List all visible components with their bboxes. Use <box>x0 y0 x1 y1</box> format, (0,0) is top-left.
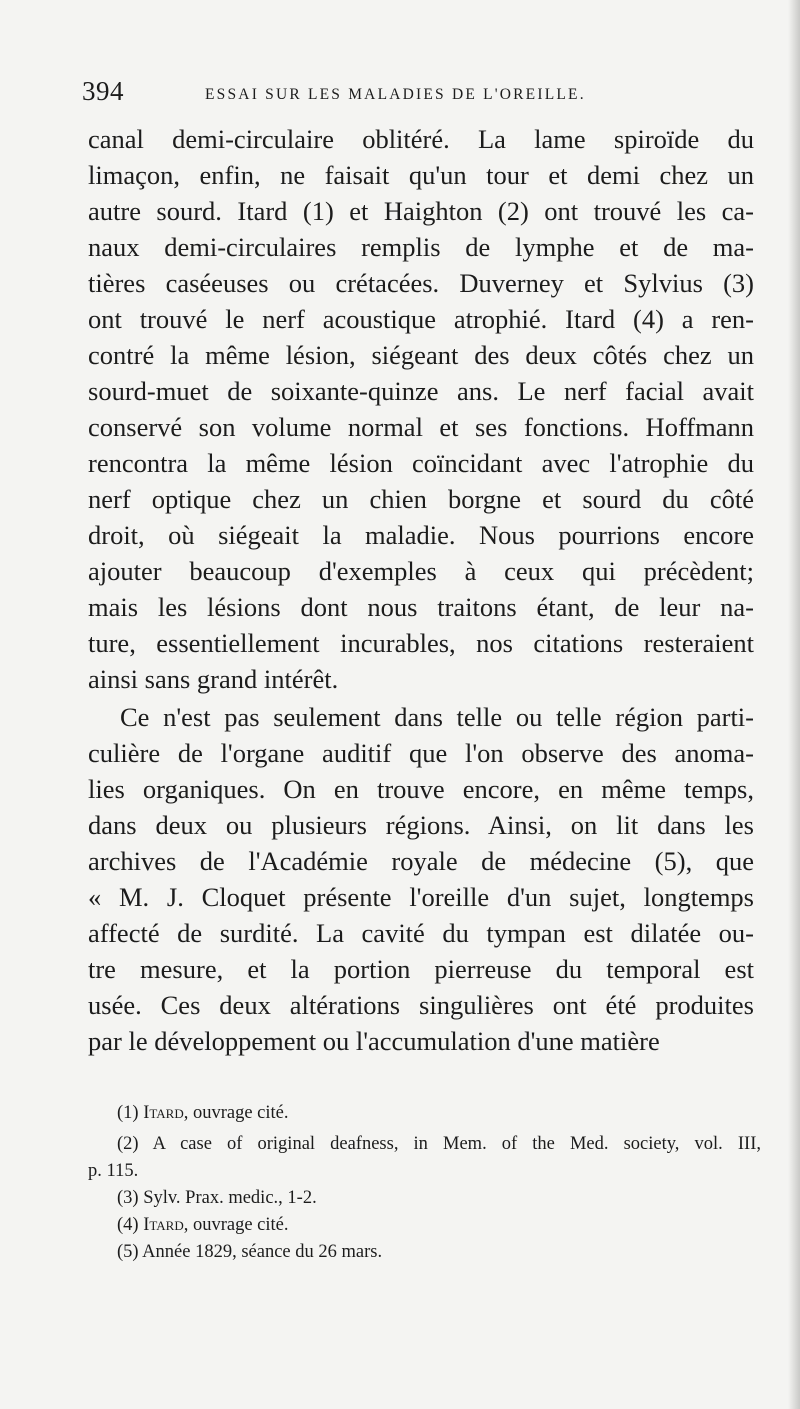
running-head: ESSAI SUR LES MALADIES DE L'OREILLE. <box>205 86 586 103</box>
footnote-author: Itard, <box>143 1215 189 1235</box>
text-line: ainsi sans grand intérêt. <box>88 664 339 694</box>
text-line: nerf optique chez un chien borgne et sourd du côté <box>88 484 754 514</box>
text-line: limaçon, enfin, ne faisait qu'un tour et demi chez un <box>88 160 754 190</box>
text-line: archives de l'Académie royale de médecine (5), que <box>88 846 754 876</box>
text-line: canal demi-circulaire oblitéré. La lame spiroïde du <box>88 124 754 154</box>
footnote-author: Itard, <box>143 1103 189 1123</box>
text-line: affecté de surdité. La cavité du tympan est dilatée ou- <box>88 918 754 948</box>
footnote-text: ouvrage cité. <box>192 1103 289 1123</box>
text-line: contré la même lésion, siégeant des deux côtés chez un <box>88 340 754 370</box>
footnote-3: (3) Sylv. Prax. medic., 1-2. <box>117 1188 317 1208</box>
footnote-4 <box>117 1210 761 1240</box>
text-line: droit, où siégeait la maladie. Nous pourrions encore <box>88 520 754 550</box>
text-line: par le développement ou l'accumulation d'une matière <box>88 1026 660 1056</box>
page-edge-shadow <box>788 0 800 1409</box>
text-line: rencontra la même lésion coïncidant avec l'atrophie du <box>88 448 754 478</box>
text-line: tières caséeuses ou crétacées. Duverney et Sylvius (3) <box>88 268 754 298</box>
footnote-2-continuation: p. 115. <box>88 1161 139 1181</box>
text-line: culière de l'organe auditif que l'on observe des anoma- <box>88 738 754 768</box>
text-line: tre mesure, et la portion pierreuse du temporal est <box>88 954 754 984</box>
text-line: mais les lésions dont nous traitons étant, de leur na- <box>88 592 754 622</box>
footnote-number: (1) <box>117 1103 139 1123</box>
text-line: naux demi-circulaires remplis de lymphe et de ma- <box>88 232 754 262</box>
page-number: 394 <box>82 76 124 106</box>
text-line: usée. Ces deux altérations singulières ont été produites <box>88 990 754 1020</box>
text-line: conservé son volume normal et ses fonctions. Hoffmann <box>88 412 754 442</box>
text-line: ture, essentiellement incurables, nos citations resteraient <box>88 628 754 658</box>
footnote-number: (4) <box>117 1215 139 1235</box>
footnote-5: (5) Année 1829, séance du 26 mars. <box>117 1242 383 1262</box>
text-line: dans deux ou plusieurs régions. Ainsi, on lit dans les <box>88 810 754 840</box>
text-line: Ce n'est pas seulement dans telle ou telle région parti- <box>120 702 754 732</box>
text-line: autre sourd. Itard (1) et Haighton (2) ont trouvé les ca- <box>88 196 754 226</box>
text-line: ajouter beaucoup d'exemples à ceux qui précèdent; <box>88 556 754 586</box>
text-line: ont trouvé le nerf acoustique atrophié. Itard (4) a ren- <box>88 304 754 334</box>
text-line: « M. J. Cloquet présente l'oreille d'un sujet, longtemps <box>88 882 754 912</box>
footnote-2: (2) A case of original deafness, in Mem. of the Med. society, vol. III, <box>117 1134 761 1154</box>
footnote-text: ouvrage cité. <box>192 1215 289 1235</box>
footnote-1 <box>117 1098 761 1128</box>
page-header <box>82 76 722 116</box>
text-line: sourd-muet de soixante-quinze ans. Le nerf facial avait <box>88 376 754 406</box>
text-line: lies organiques. On en trouve encore, en même temps, <box>88 774 754 804</box>
